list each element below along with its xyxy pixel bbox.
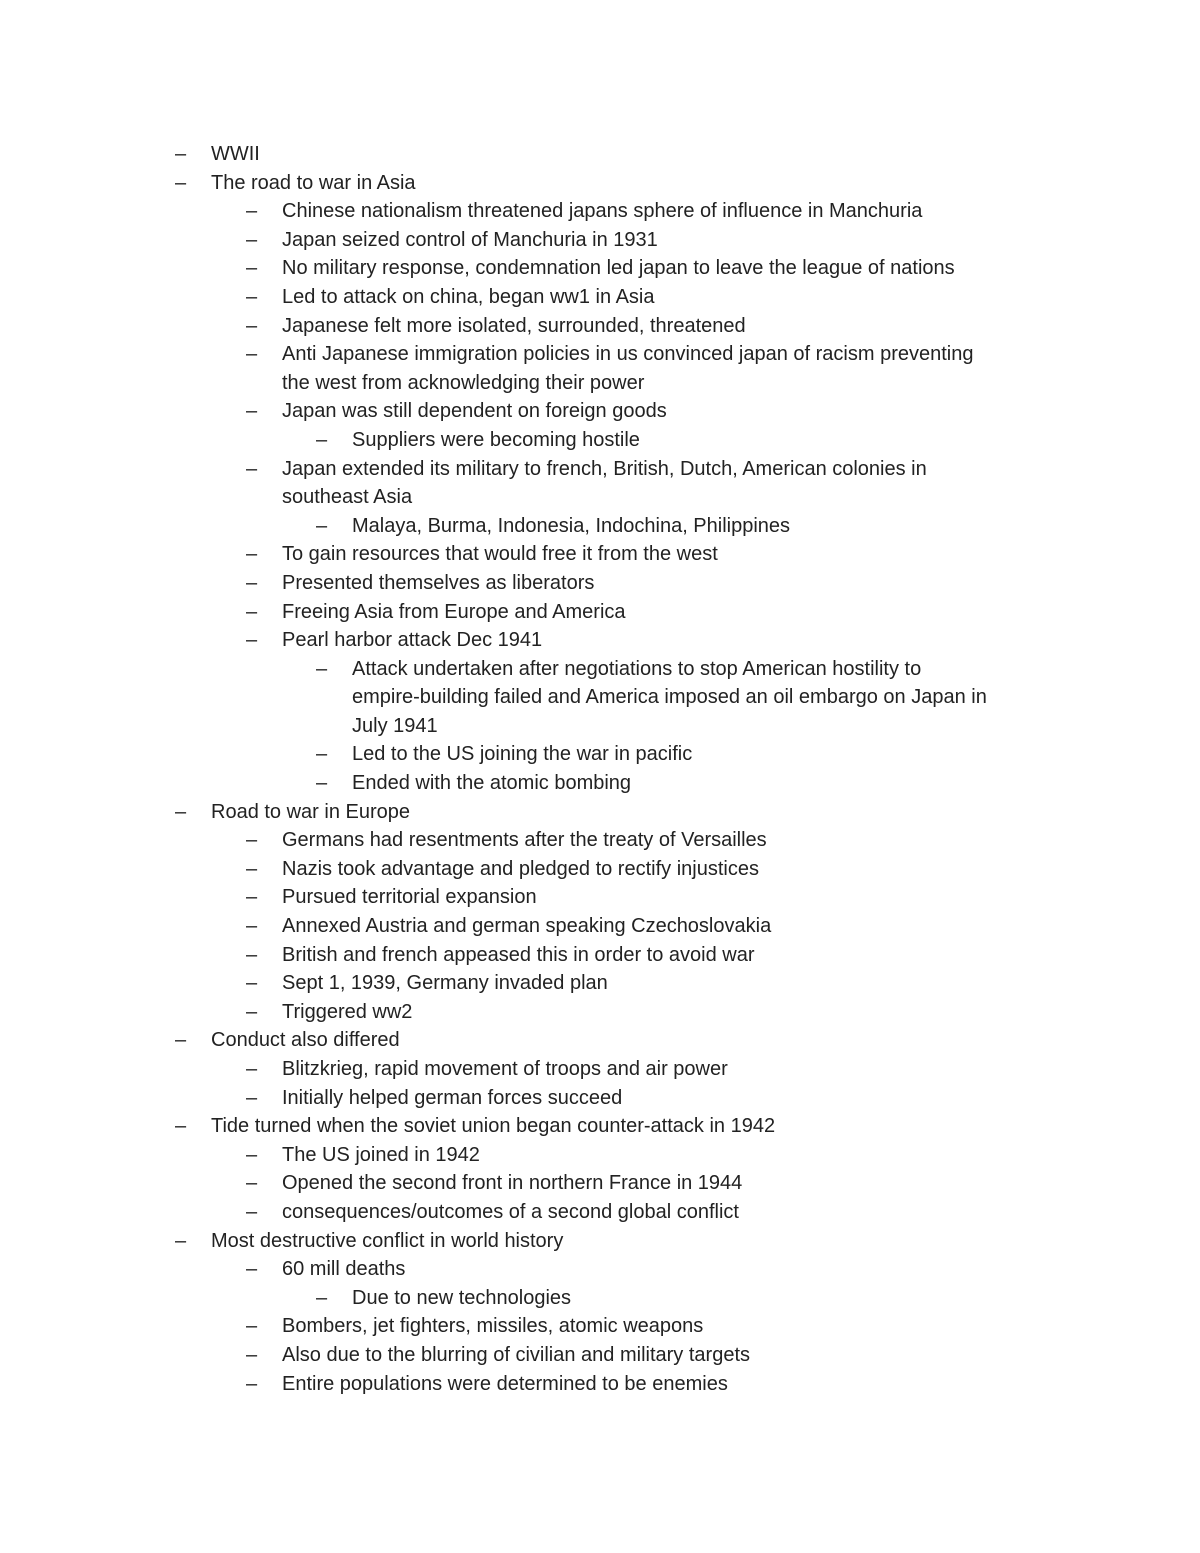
list-item	[0, 197, 1200, 226]
list-item-text: Japan seized control of Manchuria in 1931	[282, 228, 658, 251]
bullet-dash: –	[175, 171, 187, 194]
bullet-dash: –	[246, 200, 258, 223]
list-item-text: Germans had resentments after the treaty of Versailles	[282, 829, 767, 852]
list-item	[0, 169, 1200, 198]
list-item-text: July 1941	[352, 714, 438, 737]
list-item-text: Nazis took advantage and pledged to rectify injustices	[282, 857, 759, 880]
list-item	[0, 1084, 1200, 1113]
list-item	[0, 397, 1200, 426]
list-item	[0, 1284, 1200, 1313]
list-item-text: The road to war in Asia	[211, 171, 416, 194]
list-item-text: Suppliers were becoming hostile	[352, 428, 640, 451]
bullet-dash: –	[246, 1200, 258, 1223]
bullet-dash: –	[246, 1086, 258, 1109]
bullet-dash: –	[246, 1143, 258, 1166]
list-item-text: Ended with the atomic bombing	[352, 772, 632, 795]
list-item	[0, 912, 1200, 941]
list-item-text: empire-building failed and America imposed an oil embargo on Japan in	[352, 686, 987, 709]
list-item	[0, 969, 1200, 998]
list-item	[0, 1055, 1200, 1084]
bullet-dash: –	[316, 657, 328, 680]
bullet-dash: –	[246, 457, 258, 480]
list-item	[0, 798, 1200, 827]
bullet-dash: –	[246, 543, 258, 566]
list-item-text: Triggered ww2	[282, 1000, 413, 1023]
list-item	[0, 598, 1200, 627]
bullet-dash: –	[175, 800, 187, 823]
bullet-dash: –	[246, 1315, 258, 1338]
list-item	[0, 254, 1200, 283]
bullet-dash: –	[316, 1286, 328, 1309]
list-item-text: Sept 1, 1939, Germany invaded plan	[282, 972, 608, 995]
list-item-continuation	[0, 712, 1200, 741]
list-item-text: No military response, condemnation led japan to leave the league of nations	[282, 257, 955, 280]
list-item-text: Anti Japanese immigration policies in us convinced japan of racism preventing	[282, 343, 974, 366]
bullet-dash: –	[246, 228, 258, 251]
list-item-text: To gain resources that would free it from the west	[282, 543, 718, 566]
list-item	[0, 769, 1200, 798]
list-item-text: Japanese felt more isolated, surrounded, threatened	[282, 314, 746, 337]
list-item	[0, 540, 1200, 569]
list-item	[0, 426, 1200, 455]
list-item-text: Most destructive conflict in world history	[211, 1229, 564, 1252]
bullet-dash: –	[246, 1372, 258, 1395]
bullet-dash: –	[246, 314, 258, 337]
list-item	[0, 312, 1200, 341]
list-item	[0, 1227, 1200, 1256]
bullet-dash: –	[175, 1229, 187, 1252]
list-item-text: Initially helped german forces succeed	[282, 1086, 623, 1109]
bullet-dash: –	[246, 915, 258, 938]
list-item	[0, 1341, 1200, 1370]
notes-outline	[0, 140, 1200, 1398]
bullet-dash: –	[316, 743, 328, 766]
bullet-dash: –	[175, 1115, 187, 1138]
bullet-dash: –	[246, 1058, 258, 1080]
bullet-dash: –	[246, 343, 258, 366]
list-item	[0, 1112, 1200, 1141]
list-item	[0, 1370, 1200, 1399]
list-item	[0, 283, 1200, 312]
list-item-text: Japan was still dependent on foreign goods	[282, 400, 667, 423]
list-item-text: Opened the second front in northern France in 1944	[282, 1172, 743, 1195]
list-item	[0, 1255, 1200, 1284]
list-item-text: Japan extended its military to french, British, Dutch, American colonies in	[282, 457, 927, 480]
bullet-dash: –	[246, 629, 258, 652]
list-item-text: Bombers, jet fighters, missiles, atomic weapons	[282, 1315, 704, 1338]
list-item	[0, 512, 1200, 541]
list-item-text: Freeing Asia from Europe and America	[282, 600, 626, 623]
list-item-text: Led to attack on china, began ww1 in Asia	[282, 285, 655, 308]
list-item-text: consequences/outcomes of a second global conflict	[282, 1200, 739, 1223]
list-item-text: Entire populations were determined to be enemies	[282, 1372, 728, 1395]
list-item-text: Pursued territorial expansion	[282, 886, 537, 909]
bullet-dash: –	[246, 600, 258, 623]
list-item-text: Road to war in Europe	[211, 800, 411, 823]
list-item	[0, 883, 1200, 912]
list-item	[0, 855, 1200, 884]
list-item-text: Due to new technologies	[352, 1286, 572, 1309]
list-item-text: British and french appeased this in order to avoid war	[282, 943, 755, 966]
list-item	[0, 626, 1200, 655]
list-item-continuation	[0, 369, 1200, 398]
list-item	[0, 226, 1200, 255]
list-item-text: Attack undertaken after negotiations to stop American hostility to	[352, 657, 922, 680]
list-item	[0, 941, 1200, 970]
bullet-dash: –	[175, 143, 187, 165]
list-item	[0, 340, 1200, 369]
list-item	[0, 1141, 1200, 1170]
list-item	[0, 655, 1200, 684]
list-item-text: the west from acknowledging their power	[282, 371, 645, 394]
list-item	[0, 740, 1200, 769]
list-item-text: Annexed Austria and german speaking Czechoslovakia	[282, 915, 772, 938]
bullet-dash: –	[316, 514, 328, 537]
list-item	[0, 455, 1200, 484]
list-item	[0, 826, 1200, 855]
bullet-dash: –	[246, 829, 258, 852]
bullet-dash: –	[246, 1343, 258, 1366]
bullet-dash: –	[175, 1029, 187, 1052]
list-item-text: WWII	[211, 143, 260, 165]
list-item-text: Chinese nationalism threatened japans sphere of influence in Manchuria	[282, 200, 923, 223]
bullet-dash: –	[316, 428, 328, 451]
list-item-continuation	[0, 483, 1200, 512]
list-item	[0, 998, 1200, 1027]
list-item	[0, 1169, 1200, 1198]
bullet-dash: –	[246, 400, 258, 423]
list-item-text: Also due to the blurring of civilian and military targets	[282, 1343, 751, 1366]
list-item-text: Conduct also differed	[211, 1029, 400, 1052]
bullet-dash: –	[246, 1258, 258, 1281]
list-item-text: Pearl harbor attack Dec 1941	[282, 629, 543, 652]
bullet-dash: –	[316, 772, 328, 795]
bullet-dash: –	[246, 943, 258, 966]
list-item	[0, 140, 1200, 169]
list-item	[0, 569, 1200, 598]
bullet-dash: –	[246, 257, 258, 280]
list-item-text: southeast Asia	[282, 486, 413, 509]
bullet-dash: –	[246, 1000, 258, 1023]
bullet-dash: –	[246, 285, 258, 308]
list-item-text: Blitzkrieg, rapid movement of troops and air power	[282, 1058, 728, 1080]
list-item-text: The US joined in 1942	[282, 1143, 480, 1166]
list-item-text: Presented themselves as liberators	[282, 571, 595, 594]
bullet-dash: –	[246, 857, 258, 880]
bullet-dash: –	[246, 1172, 258, 1195]
list-item-text: 60 mill deaths	[282, 1258, 406, 1281]
bullet-dash: –	[246, 571, 258, 594]
bullet-dash: –	[246, 972, 258, 995]
list-item-continuation	[0, 683, 1200, 712]
list-item-text: Led to the US joining the war in pacific	[352, 743, 693, 766]
bullet-dash: –	[246, 886, 258, 909]
list-item	[0, 1312, 1200, 1341]
list-item-text: Tide turned when the soviet union began counter-attack in 1942	[211, 1115, 776, 1138]
list-item	[0, 1198, 1200, 1227]
list-item-text: Malaya, Burma, Indonesia, Indochina, Philippines	[352, 514, 791, 537]
list-item	[0, 1026, 1200, 1055]
